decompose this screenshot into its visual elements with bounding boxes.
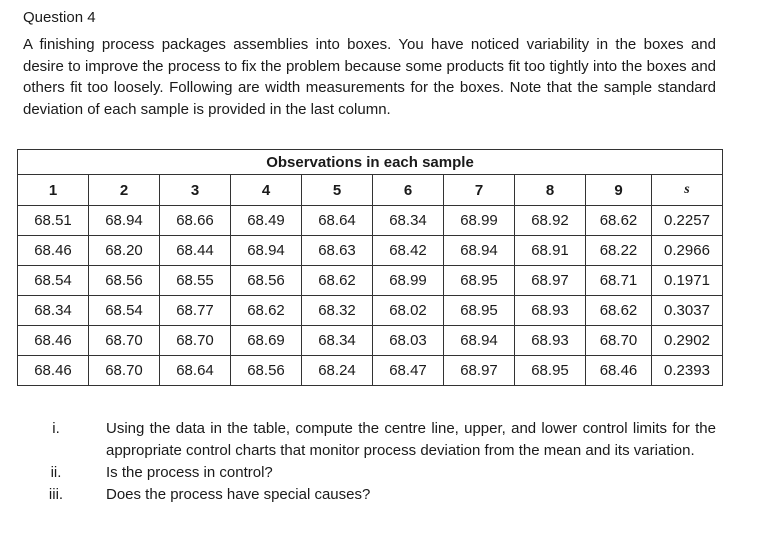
- table-cell: 0.2393: [652, 356, 723, 386]
- table-cell: 68.46: [586, 356, 652, 386]
- table-cell: 68.54: [89, 296, 160, 326]
- table-row: [18, 206, 723, 236]
- task-text: Is the process in control?: [106, 464, 273, 481]
- table-cell: 68.69: [231, 326, 302, 356]
- table-cell: 68.56: [231, 266, 302, 296]
- column-header: 2: [89, 175, 160, 206]
- table-cell: 68.95: [444, 266, 515, 296]
- column-header: 3: [160, 175, 231, 206]
- table-cell: 68.70: [160, 326, 231, 356]
- table-cell: 68.70: [89, 356, 160, 386]
- table-cell: 68.46: [18, 236, 89, 266]
- task-number: i.: [52, 420, 60, 437]
- table-cell: 68.94: [444, 236, 515, 266]
- table-cell: 68.54: [18, 266, 89, 296]
- task-number: ii.: [50, 464, 62, 481]
- table-cell: 68.92: [515, 206, 586, 236]
- table-cell: 68.56: [89, 266, 160, 296]
- table-cell: 68.94: [231, 236, 302, 266]
- observations-table: [17, 149, 723, 386]
- task-number: iii.: [48, 486, 64, 503]
- table-cell: 68.99: [444, 206, 515, 236]
- table-cell: 68.77: [160, 296, 231, 326]
- table-cell: 68.63: [302, 236, 373, 266]
- task-item: [0, 484, 758, 506]
- table-cell: 0.2257: [652, 206, 723, 236]
- column-header: 7: [444, 175, 515, 206]
- column-header: s: [652, 175, 723, 206]
- table-cell: 68.47: [373, 356, 444, 386]
- table-cell: 68.32: [302, 296, 373, 326]
- table-cell: 68.49: [231, 206, 302, 236]
- table-cell: 68.93: [515, 326, 586, 356]
- table-cell: 68.62: [231, 296, 302, 326]
- table-cell: 68.91: [515, 236, 586, 266]
- task-item: [0, 462, 758, 484]
- table-cell: 0.3037: [652, 296, 723, 326]
- table-cell: 68.62: [586, 296, 652, 326]
- table-cell: 68.56: [231, 356, 302, 386]
- table-cell: 68.94: [444, 326, 515, 356]
- table-cell: 68.46: [18, 326, 89, 356]
- table-cell: 68.34: [373, 206, 444, 236]
- table-cell: 0.1971: [652, 266, 723, 296]
- column-header: 5: [302, 175, 373, 206]
- table-cell: 68.70: [89, 326, 160, 356]
- table-cell: 68.42: [373, 236, 444, 266]
- column-header: 1: [18, 175, 89, 206]
- table-cell: 68.97: [444, 356, 515, 386]
- table-cell: 68.99: [373, 266, 444, 296]
- table-cell: 68.93: [515, 296, 586, 326]
- table-row: [18, 236, 723, 266]
- task-text: Using the data in the table, compute the centre line, upper, and lower control limits for the appropriate control charts that monitor process deviation from the mean and its variation.: [106, 420, 716, 459]
- table-cell: 68.66: [160, 206, 231, 236]
- table-row: [18, 356, 723, 386]
- table-cell: 68.94: [89, 206, 160, 236]
- table-row: [18, 296, 723, 326]
- table-cell: 68.24: [302, 356, 373, 386]
- table-cell: 68.64: [160, 356, 231, 386]
- question-intro: A finishing process packages assemblies into boxes. You have noticed variability in the boxes and desire to improve the process to fix the problem because some products fit too tightly into the boxes and others fit too loosely. Following are width measurements for the boxes. Note that the sample standard deviation of each sample is provided in the last column.: [23, 36, 716, 118]
- table-cell: 68.70: [586, 326, 652, 356]
- column-header: 9: [586, 175, 652, 206]
- column-header: 8: [515, 175, 586, 206]
- table-cell: 0.2966: [652, 236, 723, 266]
- table-cell: 68.51: [18, 206, 89, 236]
- table-cell: 68.20: [89, 236, 160, 266]
- table-body: [18, 206, 723, 386]
- table-row: [18, 326, 723, 356]
- column-header: 6: [373, 175, 444, 206]
- task-text: Does the process have special causes?: [106, 486, 371, 503]
- table-cell: 68.71: [586, 266, 652, 296]
- table-cell: 68.64: [302, 206, 373, 236]
- table-cell: 68.34: [302, 326, 373, 356]
- question-title: Question 4: [23, 9, 96, 26]
- table-cell: 68.95: [515, 356, 586, 386]
- column-header: 4: [231, 175, 302, 206]
- column-header-row: [18, 175, 723, 206]
- group-header: Observations in each sample: [18, 150, 723, 175]
- table-cell: 68.95: [444, 296, 515, 326]
- table-cell: 68.44: [160, 236, 231, 266]
- table-cell: 68.62: [302, 266, 373, 296]
- table-cell: 68.02: [373, 296, 444, 326]
- task-item: [0, 418, 758, 462]
- table-row: [18, 266, 723, 296]
- task-list: [0, 418, 758, 506]
- table-cell: 68.97: [515, 266, 586, 296]
- table-cell: 68.22: [586, 236, 652, 266]
- table-cell: 68.62: [586, 206, 652, 236]
- table-cell: 68.34: [18, 296, 89, 326]
- table-cell: 68.55: [160, 266, 231, 296]
- table-cell: 68.46: [18, 356, 89, 386]
- table-cell: 68.03: [373, 326, 444, 356]
- table-cell: 0.2902: [652, 326, 723, 356]
